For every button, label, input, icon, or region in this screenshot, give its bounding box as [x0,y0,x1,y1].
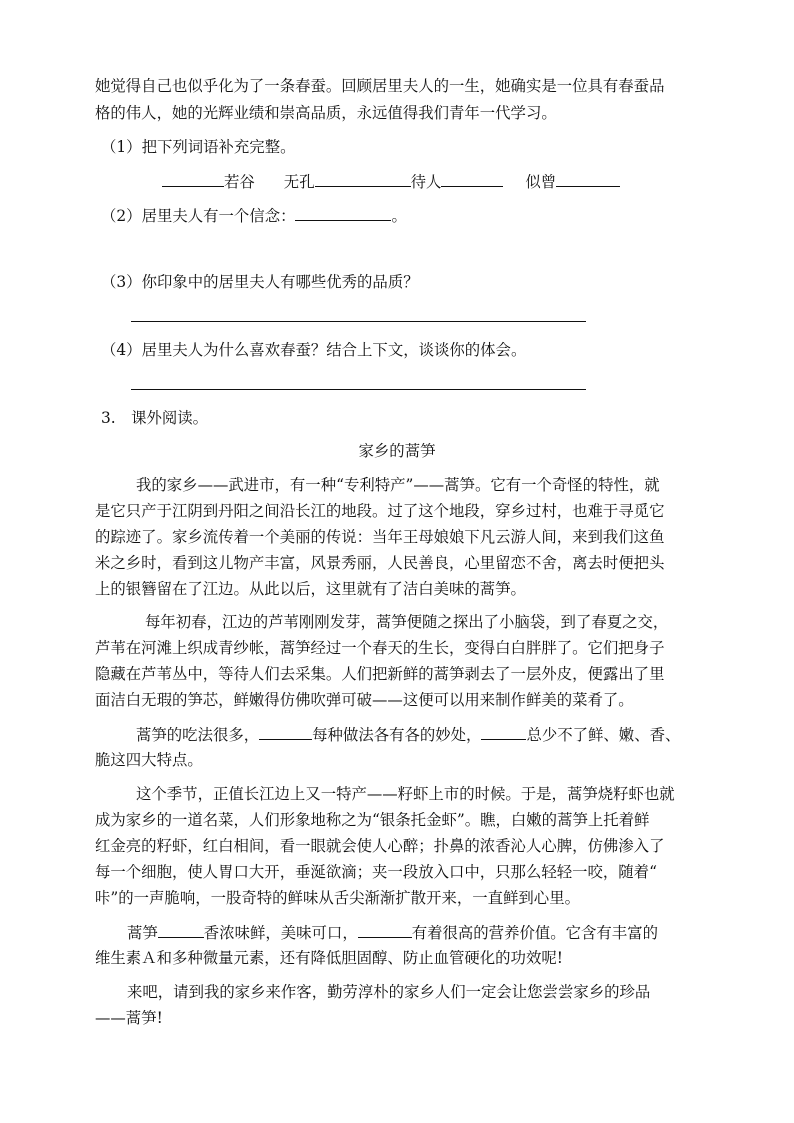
answer-blank[interactable] [295,205,391,221]
answer-line[interactable] [131,389,586,390]
question-4: （4）居里夫人为什么喜欢春蚕？结合上下文，谈谈你的体会。 [101,341,527,359]
answer-blank[interactable] [162,171,224,187]
word-1: 若谷 [224,173,255,191]
answer-blank[interactable] [158,922,204,938]
paragraph-5-text: 有着很高的营养价值。它含有丰富的 [411,924,658,942]
question-2 [101,205,407,226]
section-heading: 3. 课外阅读。 [101,409,209,427]
paragraph-2-line: 面洁白无瑕的笋芯，鲜嫩得仿佛吹弹可破——这便可以用来制作鲜美的菜肴了。 [95,691,634,709]
paragraph-2-line: 芦苇在河滩上织成青纱帐，蒿笋经过一个春天的生长，变得白白胖胖了。它们把身子 [95,639,665,657]
paragraph-1-line: 的踪迹了。家乡流传着一个美丽的传说：当年王母娘娘下凡云游人间，来到我们这鱼 [95,528,665,546]
intro-line-2: 格的伟人，她的光辉业绩和崇高品质，永远值得我们青年一代学习。 [95,104,557,122]
answer-blank[interactable] [481,724,526,740]
paragraph-6-line: ——蒿笋! [95,1009,163,1027]
question-2-suffix: 。 [391,207,407,225]
paragraph-1-line: 米之乡时，看到这儿物产丰富，风景秀丽，人民善良，心里留恋不舍，离去时便把头 [95,554,665,572]
answer-blank[interactable] [259,724,312,740]
paragraph-3-text: 总少不了鲜、嫩、香、 [526,726,681,744]
answer-blank[interactable] [441,171,503,187]
paragraph-4-line: 成为家乡的一道名菜，人们形象地称之为“银条托金虾”。瞧，白嫩的蒿笋上托着鲜 [95,811,650,829]
paragraph-2-line: 隐藏在芦苇丛中，等待人们去采集。人们把新鲜的蒿笋剥去了一层外皮，便露出了里 [95,665,665,683]
question-1: （1）把下列词语补充完整。 [101,138,296,156]
paragraph-4-line: 咔”的一声脆响，一股奇特的鲜味从舌尖渐渐扩散开来，一直鲜到心里。 [95,889,580,907]
paragraph-5-line: 维生素Ａ和多种微量元素，还有降低胆固醇、防止血管硬化的功效呢! [95,949,563,967]
paragraph-5-line [127,922,658,943]
paragraph-1-line: 上的银簪留在了江边。从此以后，这里就有了洁白美味的蒿笋。 [95,580,526,598]
word-2: 无孔 [283,173,315,191]
word-fill-row [162,171,620,192]
paragraph-1-line: 我的家乡——武进市，有一种“专利特产”——蒿笋。它有一个奇怪的特性，就 [136,476,660,494]
paragraph-5-text: 蒿笋 [127,924,158,942]
answer-blank[interactable] [556,171,620,187]
intro-line-1: 她觉得自己也似乎化为了一条春蚕。回顾居里夫人的一生，她确实是一位具有春蚕品 [95,77,665,95]
paragraph-3-line [136,724,680,745]
paragraph-6-line: 来吧，请到我的家乡来作客，勤劳淳朴的家乡人们一定会让您尝尝家乡的珍品 [127,983,651,1001]
paragraph-1-line: 是它只产于江阴到丹阳之间沿长江的地段。过了这个地段，穿乡过村，也难于寻觅它 [95,502,665,520]
paragraph-4-line: 这个季节，正值长江边上又一特产——籽虾上市的时候。于是，蒿笋烧籽虾也就 [136,785,675,803]
answer-line[interactable] [131,321,586,322]
question-3: （3）你印象中的居里夫人有哪些优秀的品质？ [101,273,419,291]
answer-blank[interactable] [358,922,412,938]
paragraph-3-line: 脆这四大特点。 [95,751,203,769]
paragraph-4-line: 红金亮的籽虾，红白相间，看一眼就会使人心醉；扑鼻的浓香沁人心脾，仿佛渗入了 [95,837,665,855]
answer-blank[interactable] [315,171,411,187]
word-3: 待人 [410,173,442,191]
word-4: 似曾 [525,173,557,191]
passage-title: 家乡的蒿笋 [358,442,436,460]
paragraph-3-text: 每种做法各有各的妙处， [312,726,482,744]
paragraph-4-line: 每一个细胞，使人胃口大开，垂涎欲滴；夹一段放入口中，只那么轻轻一咬，随着“ [95,863,657,881]
paragraph-2-line: 每年初春，江边的芦苇刚刚发芽，蒿笋便随之探出了小脑袋，到了春夏之交， [145,613,669,631]
paragraph-3-text: 蒿笋的吃法很多， [136,726,260,744]
question-2-prefix: （2）居里夫人有一个信念： [101,207,296,225]
paragraph-5-text: 香浓味鲜，美味可口， [203,924,358,942]
